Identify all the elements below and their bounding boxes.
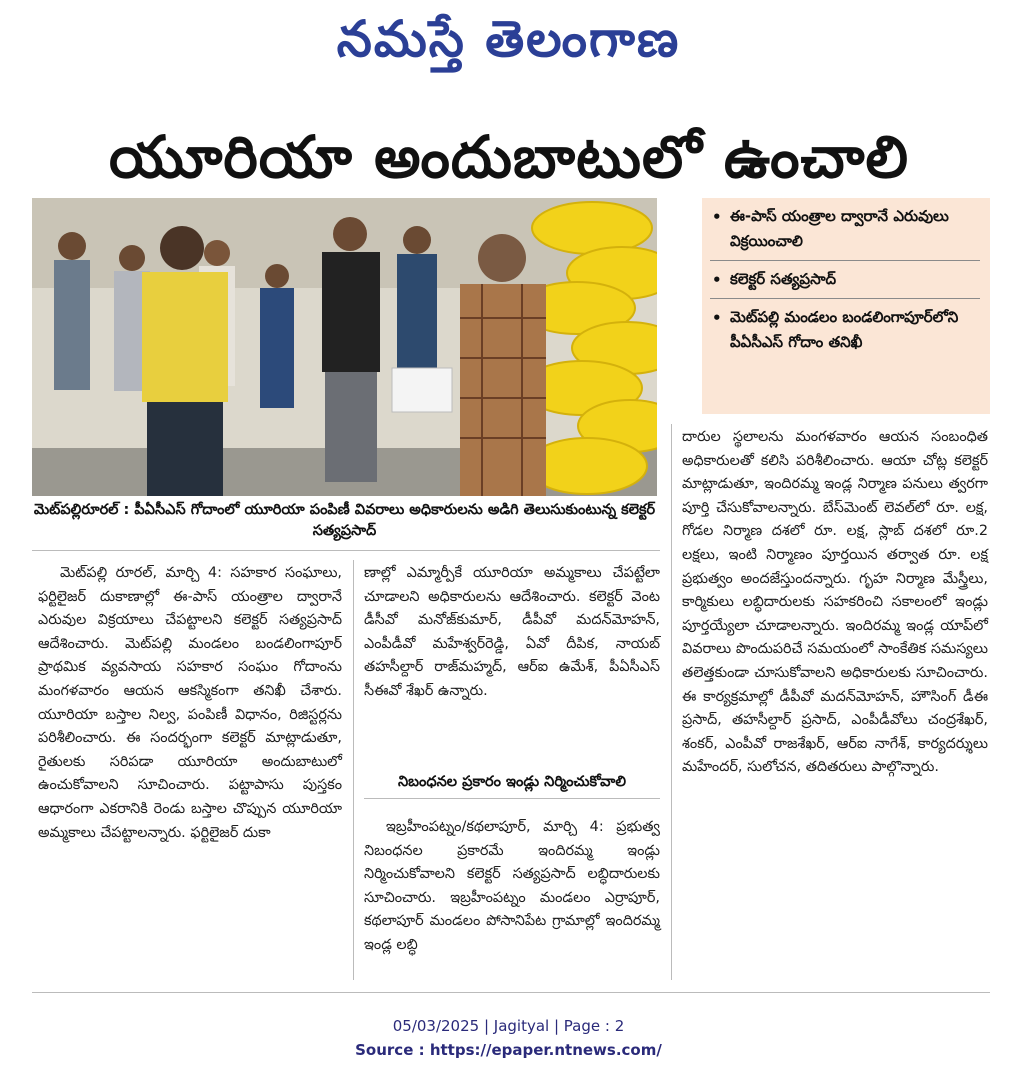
photo-illustration (32, 198, 657, 496)
highlight-text: కలెక్టర్ సత్యప్రసాద్ (730, 270, 837, 288)
photo-caption (32, 500, 657, 544)
column-divider (353, 560, 354, 980)
bullet-icon: • (712, 309, 722, 327)
newspaper-masthead: నమస్తే తెలంగాణ (336, 9, 681, 68)
divider (364, 798, 660, 799)
article-column-3 (682, 426, 988, 982)
article-paragraph: ణాల్లో ఎమ్మార్పీకే యూరియా అమ్మకాలు చేపట్టేలా చూడాలని అధికారులను ఆదేశించారు. కలెక్టర్ వెంట డీసీవో మనోజ్‌కుమార్, డీపీవో మదన్‌మోహన్, ఎంపీడీవో మహేశ్వర్‌రెడ్డి, ఏవో దీపిక, నాయబ్ తహసీల్దార్ రాజ్‌మహ్మద్, ఆర్‌ఐ ఉమేశ్, పీఏసీఎస్ సీఈవో శేఖర్ ఉన్నారు. (364, 565, 660, 699)
article-subheading: నిబంధనల ప్రకారం ఇండ్లు నిర్మించుకోవాలి (397, 774, 626, 790)
footer-source-link[interactable]: Source : https://epaper.ntnews.com/ (355, 1041, 662, 1059)
highlight-item (710, 305, 980, 361)
article-column-2a (364, 562, 660, 772)
bullet-icon: • (712, 208, 722, 226)
divider (32, 992, 990, 993)
column-divider (671, 424, 672, 980)
article-column-1 (38, 562, 342, 982)
caption-dateline: మెట్‌పల్లిరూరల్ : (33, 502, 130, 518)
highlights-box (702, 198, 990, 414)
article-photo (32, 198, 657, 496)
bullet-icon: • (712, 271, 722, 289)
caption-text: పీఏసీఎస్ గోదాంలో యూరియా పంపిణీ వివరాలు అధికారులను అడిగి తెలుసుకుంటున్న కలెక్టర్ సత్యప్రసాద్ (129, 502, 656, 539)
footer-edition-info: 05/03/2025 | Jagityal | Page : 2 (392, 1017, 625, 1035)
divider (32, 550, 660, 551)
article-paragraph: ఇబ్రహీంపట్నం/కథలాపూర్, మార్చి 4: ప్రభుత్వ నిబంధనల ప్రకారమే ఇందిరమ్మ ఇండ్లు నిర్మించుకోవాలని కలెక్టర్ సత్యప్రసాద్ లబ్ధిదారులకు సూచించారు. ఇబ్రహీంపట్నం మండలం ఎర్రాపూర్, కథలాపూర్ మండలం పోసానిపేట గ్రామాల్లో ఇందిరమ్మ ఇండ్ల లబ్ధి (364, 819, 660, 953)
article-column-2b (364, 816, 660, 984)
highlight-item (710, 204, 980, 261)
article-headline: యూరియా అందుబాటులో ఉంచాలి (108, 123, 910, 191)
article-paragraph: మెట్‌పల్లి రూరల్, మార్చి 4: సహకార సంఘాలు, ఫర్టిలైజర్ దుకాణాల్లో ఈ-పాస్ యంత్రాల ద్వారానే ఎరువుల విక్రయాలు చేపట్టాలని కలెక్టర్ సత్యప్రసాద్ ఆదేశించారు. మెట్‌పల్లి మండలం బండలింగాపూర్ ప్రాథమిక వ్యవసాయ సహకార సంఘం గోదాంను మంగళవారం ఆయన ఆకస్మికంగా తనిఖీ చేశారు. యూరియా బస్తాల నిల్వ, పంపిణీ విధానం, రిజిస్టర్లను పరిశీలించారు. ఈ సందర్భంగా కలెక్టర్ మాట్లాడుతూ, రైతులకు సరిపడా యూరియా అందుబాటులో ఉంచుకోవాలని సూచించారు. పట్టాపాసు పుస్తకం ఆధారంగా ఎకరానికి రెండు బస్తాల చొప్పున యూరియా అమ్మకాలు చేపట్టాలన్నారు. ఫర్టిలైజర్ దుకా (38, 565, 342, 841)
highlight-item (710, 267, 980, 299)
highlight-text: ఈ-పాస్ యంత్రాల ద్వారానే ఎరువులు విక్రయించాలి (730, 207, 949, 250)
article-paragraph: దారుల స్థలాలను మంగళవారం ఆయన సంబంధిత అధికారులతో కలిసి పరిశీలించారు. ఆయా చోట్ల కలెక్టర్ మాట్లాడుతూ, ఇందిరమ్మ ఇండ్ల నిర్మాణ పనులు త్వరగా పూర్తి చేసుకోవాలన్నారు. బేస్‌మెంట్ లెవల్‌లో రూ. లక్ష, గోడల నిర్మాణ దశలో రూ. లక్ష, స్లాబ్ దశలో రూ.2 లక్షలు, ఇంటి నిర్మాణం పూర్తయిన తర్వాత రూ. లక్ష ప్రభుత్వం అందజేస్తుందన్నారు. గృహ నిర్మాణ మేస్త్రీలు, కార్మికులు లబ్ధిదారులకు సహకరించి సకాలంలో ఇండ్లు పూర్తయ్యేలా చూడాలన్నారు. ఇందిరమ్మ ఇండ్ల యాప్‌లో వివరాలు పొందుపరిచే సమయంలో సాంకేతిక సమస్యలు తలెత్తకుండా చూసుకోవాలని అధికారులకు సూచించారు. ఈ కార్యక్రమాల్లో డీపీవో మదన్‌మోహన్, హౌసింగ్ డీఈ ప్రసాద్, తహసీల్దార్ ప్రసాద్, ఎంపీడీవోలు చంద్రశేఖర్, శంకర్, ఎంపీవో రాజశేఖర్, ఆర్‌ఐ నాగేశ్, కార్యదర్శులు మహేందర్, సులోచన, తదితరులు పాల్గొన్నారు. (682, 429, 988, 776)
highlight-text: మెట్‌పల్లి మండలం బండలింగాపూర్‌లోని పీఏసీఎస్ గోదాం తనిఖీ (730, 308, 959, 351)
